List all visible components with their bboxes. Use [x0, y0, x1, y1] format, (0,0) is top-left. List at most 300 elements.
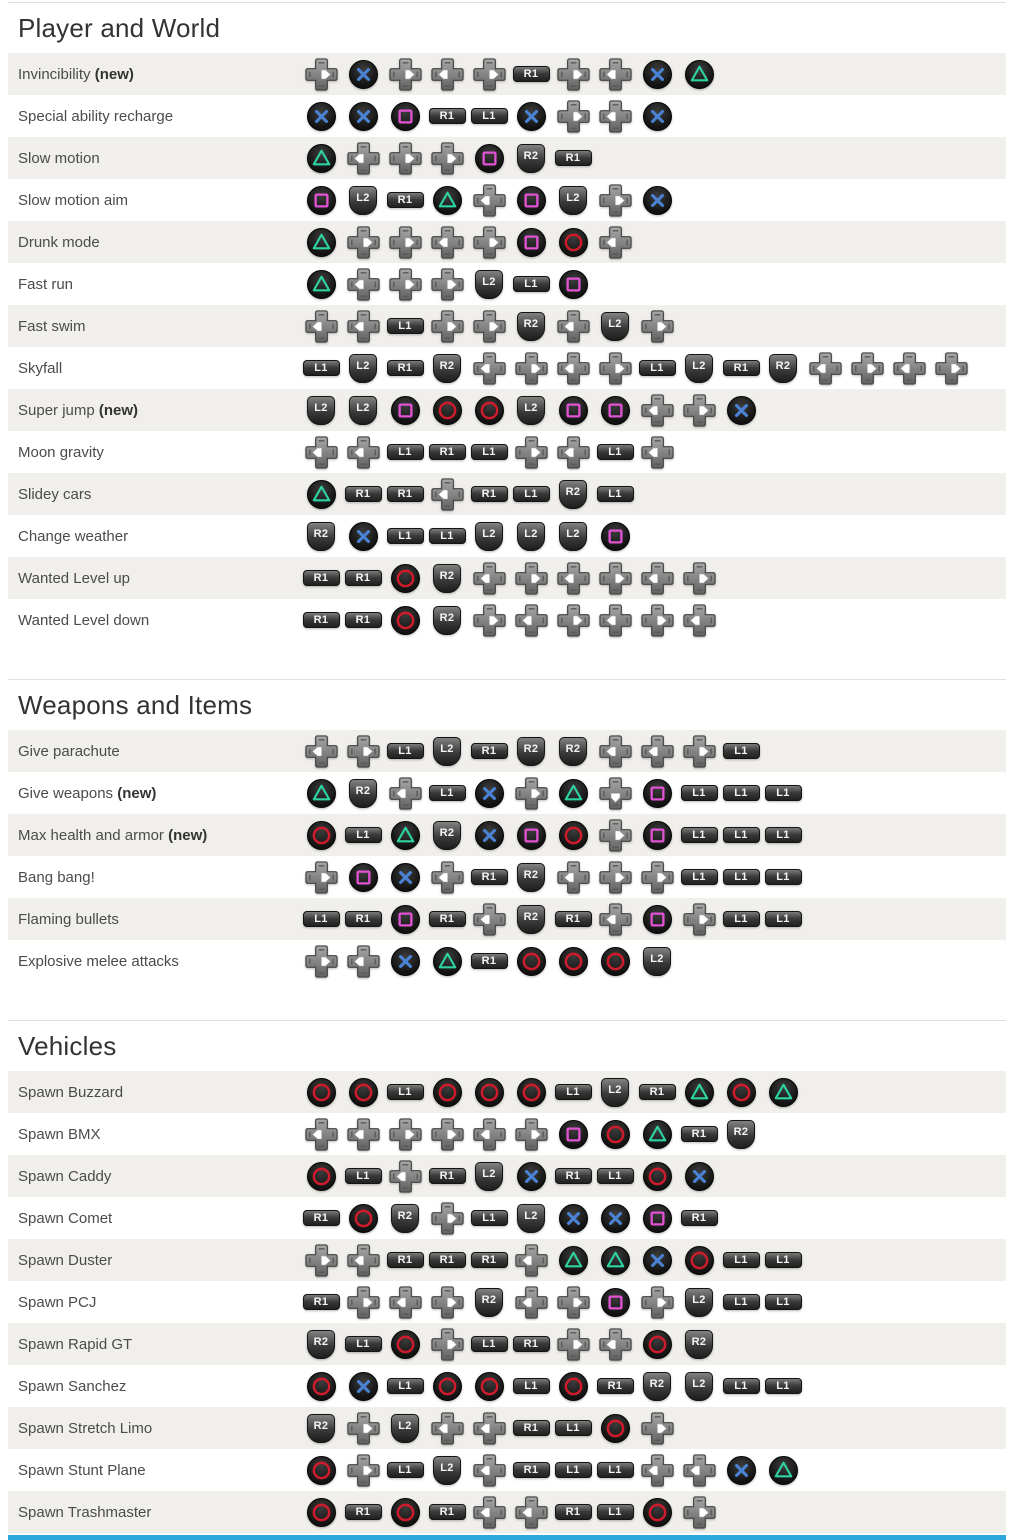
button-label: R2 [649, 1377, 665, 1390]
r1-button-icon [387, 192, 424, 208]
cheat-label [18, 1084, 300, 1101]
button-label: L1 [314, 913, 328, 925]
cross-button-icon [727, 396, 756, 425]
r1-button-icon [471, 1252, 508, 1268]
button-slot [384, 814, 426, 856]
button-slot [342, 1491, 384, 1533]
dpad-left-icon [388, 1285, 423, 1320]
cross-button-icon [517, 1162, 546, 1191]
r1-button-icon [597, 1378, 634, 1394]
button-slot [384, 1113, 426, 1155]
l2-button-icon [475, 1162, 503, 1191]
dpad-right-icon [346, 1285, 381, 1320]
button-slot [594, 730, 636, 772]
button-slot [636, 1323, 678, 1365]
button-slot [720, 1365, 762, 1407]
button-slot [384, 1239, 426, 1281]
dpad-left-icon [472, 1117, 507, 1152]
dpad-left-icon [514, 603, 549, 638]
button-slot [300, 1071, 342, 1113]
button-label: L2 [524, 401, 538, 414]
button-label: R1 [523, 1464, 539, 1476]
button-slot [552, 179, 594, 221]
button-slot [762, 898, 804, 940]
dpad-right-icon [556, 57, 591, 92]
button-slot [468, 1239, 510, 1281]
r1-button-icon [429, 1252, 466, 1268]
r1-button-icon [555, 1168, 592, 1184]
button-slot [342, 599, 384, 641]
dpad-right-icon [514, 435, 549, 470]
cheat-label [18, 570, 300, 587]
button-slot [468, 730, 510, 772]
button-slot [426, 940, 468, 982]
button-slot [468, 599, 510, 641]
button-slot [678, 1197, 720, 1239]
button-label: L1 [356, 1170, 370, 1182]
button-label: L2 [356, 359, 370, 372]
cross-button-icon [559, 1204, 588, 1233]
button-slot [300, 856, 342, 898]
button-slot [636, 599, 678, 641]
button-slot [552, 1113, 594, 1155]
cheat-row [8, 1281, 1006, 1323]
button-slot [636, 1449, 678, 1491]
button-sequence [300, 1491, 720, 1533]
button-slot [636, 95, 678, 137]
cheat-name-text: Wanted Level down [18, 611, 150, 629]
button-slot [720, 1281, 762, 1323]
button-slot [510, 389, 552, 431]
button-slot [300, 1113, 342, 1155]
button-slot [426, 389, 468, 431]
button-slot [678, 1323, 720, 1365]
r2-button-icon [307, 1330, 335, 1359]
button-slot [510, 856, 552, 898]
button-label: R2 [313, 1419, 329, 1432]
button-slot [384, 179, 426, 221]
button-slot [300, 898, 342, 940]
cheat-name-text: Change weather [18, 527, 129, 545]
cheat-label [18, 192, 300, 209]
button-slot [594, 515, 636, 557]
cheat-label [18, 1504, 300, 1521]
button-slot [426, 1407, 468, 1449]
button-sequence [300, 772, 804, 814]
r2-button-icon [517, 905, 545, 934]
cheat-label [18, 108, 300, 125]
button-slot [720, 772, 762, 814]
l1-button-icon [471, 444, 508, 460]
circle-button-icon [307, 821, 336, 850]
button-slot [510, 814, 552, 856]
button-label: L1 [734, 913, 748, 925]
button-sequence [300, 431, 678, 473]
button-label: R1 [523, 1422, 539, 1434]
cheat-row [8, 1323, 1006, 1365]
button-slot [342, 515, 384, 557]
button-slot [342, 1071, 384, 1113]
button-slot [636, 730, 678, 772]
button-slot [678, 1113, 720, 1155]
section-title: Weapons and Items [18, 690, 253, 720]
button-slot [300, 730, 342, 772]
button-label: R1 [439, 1506, 455, 1518]
button-slot [300, 1197, 342, 1239]
circle-button-icon [349, 1078, 378, 1107]
button-slot [342, 1113, 384, 1155]
r2-button-icon [349, 779, 377, 808]
button-sequence [300, 221, 636, 263]
button-label: L1 [398, 745, 412, 757]
r1-button-icon [429, 1168, 466, 1184]
cheat-name-text: Give weapons [18, 784, 114, 802]
dpad-right-icon [556, 603, 591, 638]
button-label: L2 [356, 191, 370, 204]
button-label: L1 [734, 1254, 748, 1266]
button-slot [426, 599, 468, 641]
cross-button-icon [349, 60, 378, 89]
cheat-name-text: Explosive melee attacks [18, 952, 179, 970]
dpad-right-icon [388, 57, 423, 92]
button-label: L2 [356, 401, 370, 414]
circle-button-icon [601, 947, 630, 976]
cheat-row [8, 1491, 1006, 1533]
dpad-left-icon [682, 603, 717, 638]
button-slot [594, 347, 636, 389]
dpad-right-icon [388, 141, 423, 176]
dpad-left-icon [556, 860, 591, 895]
circle-button-icon [433, 1372, 462, 1401]
button-slot [384, 1071, 426, 1113]
button-slot [384, 1407, 426, 1449]
button-label: L1 [482, 1212, 496, 1224]
button-slot [300, 1281, 342, 1323]
dpad-right-icon [388, 225, 423, 260]
button-slot [636, 1281, 678, 1323]
cheat-name-text: Drunk mode [18, 233, 100, 251]
dpad-left-icon [514, 1495, 549, 1530]
section-title: Player and World [18, 13, 221, 43]
triangle-button-icon [433, 947, 462, 976]
r1-button-icon [513, 1420, 550, 1436]
button-slot [594, 1449, 636, 1491]
dpad-left-icon [598, 1327, 633, 1362]
button-slot [594, 1365, 636, 1407]
button-slot [720, 347, 762, 389]
cheat-row [8, 515, 1006, 557]
button-sequence [300, 137, 594, 179]
button-sequence [300, 263, 594, 305]
button-slot [552, 53, 594, 95]
cross-button-icon [601, 1204, 630, 1233]
button-slot [720, 814, 762, 856]
l1-button-icon [765, 869, 802, 885]
button-slot [426, 814, 468, 856]
cheat-name-text: Wanted Level up [18, 569, 131, 587]
dpad-left-icon [346, 267, 381, 302]
l1-button-icon [597, 1504, 634, 1520]
button-sequence [300, 940, 678, 982]
button-slot [636, 1155, 678, 1197]
dpad-right-icon [346, 225, 381, 260]
button-sequence [300, 1239, 804, 1281]
button-slot [510, 1113, 552, 1155]
button-slot [636, 856, 678, 898]
cheat-row [8, 557, 1006, 599]
button-label: R2 [481, 1293, 497, 1306]
r2-button-icon [559, 480, 587, 509]
circle-button-icon [517, 947, 546, 976]
button-label: L2 [692, 1377, 706, 1390]
dpad-right-icon [640, 860, 675, 895]
button-slot [762, 1239, 804, 1281]
button-slot [762, 1449, 804, 1491]
l1-button-icon [597, 1168, 634, 1184]
dpad-left-icon [346, 141, 381, 176]
cheat-label [18, 1462, 300, 1479]
cheat-section [8, 2, 1006, 641]
cheat-row [8, 263, 1006, 305]
cheat-name-text: Special ability recharge [18, 107, 174, 125]
button-slot [384, 1197, 426, 1239]
l1-button-icon [765, 785, 802, 801]
button-slot [594, 431, 636, 473]
button-slot [468, 1113, 510, 1155]
button-slot [552, 940, 594, 982]
button-label: R2 [355, 784, 371, 797]
button-slot [552, 305, 594, 347]
button-label: L2 [566, 191, 580, 204]
button-slot [552, 1449, 594, 1491]
r2-button-icon [307, 522, 335, 551]
l1-button-icon [723, 1378, 760, 1394]
l1-button-icon [345, 1168, 382, 1184]
l1-button-icon [681, 827, 718, 843]
cheat-row [8, 814, 1006, 856]
l1-button-icon [471, 1210, 508, 1226]
button-slot [510, 1197, 552, 1239]
button-slot [636, 179, 678, 221]
square-button-icon [559, 396, 588, 425]
button-slot [342, 263, 384, 305]
dpad-left-icon [472, 351, 507, 386]
l1-button-icon [345, 1336, 382, 1352]
button-label: R1 [313, 1212, 329, 1224]
button-label: L1 [650, 362, 664, 374]
circle-button-icon [475, 1078, 504, 1107]
l1-button-icon [765, 1378, 802, 1394]
cross-button-icon [517, 102, 546, 131]
button-sequence [300, 389, 762, 431]
l1-button-icon [471, 1336, 508, 1352]
button-label: L1 [776, 1296, 790, 1308]
button-slot [426, 1491, 468, 1533]
square-button-icon [391, 102, 420, 131]
button-slot [510, 1155, 552, 1197]
cheat-row [8, 599, 1006, 641]
dpad-left-icon [640, 561, 675, 596]
cheat-name-text: Spawn Rapid GT [18, 1335, 133, 1353]
button-label: L2 [608, 1083, 622, 1096]
r2-button-icon [559, 737, 587, 766]
button-label: R1 [397, 194, 413, 206]
button-label: R2 [565, 742, 581, 755]
button-sequence [300, 557, 720, 599]
button-slot [468, 1323, 510, 1365]
button-slot [846, 347, 888, 389]
button-slot [426, 898, 468, 940]
dpad-left-icon [640, 393, 675, 428]
cross-button-icon [349, 522, 378, 551]
cross-button-icon [685, 1162, 714, 1191]
r1-button-icon [513, 1336, 550, 1352]
button-slot [384, 431, 426, 473]
r1-button-icon [303, 570, 340, 586]
button-slot [552, 221, 594, 263]
cheat-label [18, 528, 300, 545]
l1-button-icon [765, 1294, 802, 1310]
dpad-right-icon [304, 57, 339, 92]
circle-button-icon [559, 228, 588, 257]
button-label: L1 [482, 446, 496, 458]
button-label: R2 [397, 1209, 413, 1222]
button-slot [300, 1155, 342, 1197]
button-label: L1 [398, 1464, 412, 1476]
button-sequence [300, 1449, 804, 1491]
r2-button-icon [517, 144, 545, 173]
dpad-right-icon [514, 351, 549, 386]
button-slot [468, 772, 510, 814]
button-label: R1 [313, 614, 329, 626]
r2-button-icon [307, 1414, 335, 1443]
button-slot [384, 730, 426, 772]
cheat-name-text: Slidey cars [18, 485, 92, 503]
dpad-right-icon [514, 776, 549, 811]
dpad-right-icon [682, 734, 717, 769]
button-slot [510, 1491, 552, 1533]
l1-button-icon [513, 276, 550, 292]
triangle-button-icon [685, 60, 714, 89]
cheat-name-text: Spawn Stunt Plane [18, 1461, 146, 1479]
button-slot [468, 898, 510, 940]
r1-button-icon [303, 1294, 340, 1310]
r2-button-icon [727, 1120, 755, 1149]
button-slot [552, 473, 594, 515]
dpad-left-icon [304, 309, 339, 344]
button-slot [384, 305, 426, 347]
button-slot [426, 1323, 468, 1365]
button-sequence [300, 1113, 762, 1155]
dpad-left-icon [514, 1243, 549, 1278]
button-slot [300, 1491, 342, 1533]
button-slot [510, 1323, 552, 1365]
button-slot [594, 305, 636, 347]
new-badge: (new) [94, 65, 134, 83]
button-slot [594, 95, 636, 137]
button-label: R1 [355, 614, 371, 626]
button-label: L1 [608, 446, 622, 458]
button-sequence [300, 898, 804, 940]
circle-button-icon [391, 564, 420, 593]
dpad-left-icon [598, 99, 633, 134]
button-label: R1 [565, 1506, 581, 1518]
button-label: L1 [608, 1170, 622, 1182]
r1-button-icon [471, 869, 508, 885]
l1-button-icon [723, 827, 760, 843]
cheat-name-text: Bang bang! [18, 868, 95, 886]
button-slot [300, 814, 342, 856]
l2-button-icon [517, 396, 545, 425]
button-label: L1 [776, 787, 790, 799]
button-slot [636, 389, 678, 431]
cheat-label [18, 827, 300, 844]
button-slot [636, 53, 678, 95]
cheat-label [18, 234, 300, 251]
l2-button-icon [349, 354, 377, 383]
r1-button-icon [429, 911, 466, 927]
button-label: L1 [356, 1338, 370, 1350]
button-label: L1 [734, 1296, 748, 1308]
button-slot [636, 940, 678, 982]
r1-button-icon [345, 486, 382, 502]
button-sequence [300, 179, 678, 221]
button-sequence [300, 1365, 804, 1407]
button-slot [510, 137, 552, 179]
l1-button-icon [345, 827, 382, 843]
cheat-label [18, 1420, 300, 1437]
button-slot [300, 221, 342, 263]
cheat-row [8, 1449, 1006, 1491]
button-slot [594, 1323, 636, 1365]
button-slot [300, 772, 342, 814]
button-label: L2 [314, 401, 328, 414]
button-slot [552, 599, 594, 641]
button-label: L1 [440, 787, 454, 799]
button-slot [510, 1449, 552, 1491]
button-label: R2 [439, 611, 455, 624]
button-slot [300, 1449, 342, 1491]
button-slot [594, 1407, 636, 1449]
button-slot [426, 53, 468, 95]
button-slot [426, 431, 468, 473]
r1-button-icon [555, 1504, 592, 1520]
dpad-left-icon [346, 435, 381, 470]
button-slot [720, 898, 762, 940]
button-slot [510, 898, 552, 940]
button-slot [510, 179, 552, 221]
l1-button-icon [513, 486, 550, 502]
button-slot [384, 1449, 426, 1491]
new-badge: (new) [98, 401, 139, 419]
r1-button-icon [471, 486, 508, 502]
button-slot [552, 1365, 594, 1407]
button-slot [552, 1239, 594, 1281]
button-slot [342, 95, 384, 137]
button-label: R1 [439, 446, 455, 458]
l1-button-icon [597, 486, 634, 502]
dpad-right-icon [598, 561, 633, 596]
button-label: L2 [440, 1461, 454, 1474]
l1-button-icon [387, 528, 424, 544]
r1-button-icon [471, 743, 508, 759]
button-slot [342, 179, 384, 221]
dpad-left-icon [598, 603, 633, 638]
button-slot [342, 1197, 384, 1239]
button-label: R1 [439, 110, 455, 122]
button-slot [300, 347, 342, 389]
button-slot [510, 221, 552, 263]
